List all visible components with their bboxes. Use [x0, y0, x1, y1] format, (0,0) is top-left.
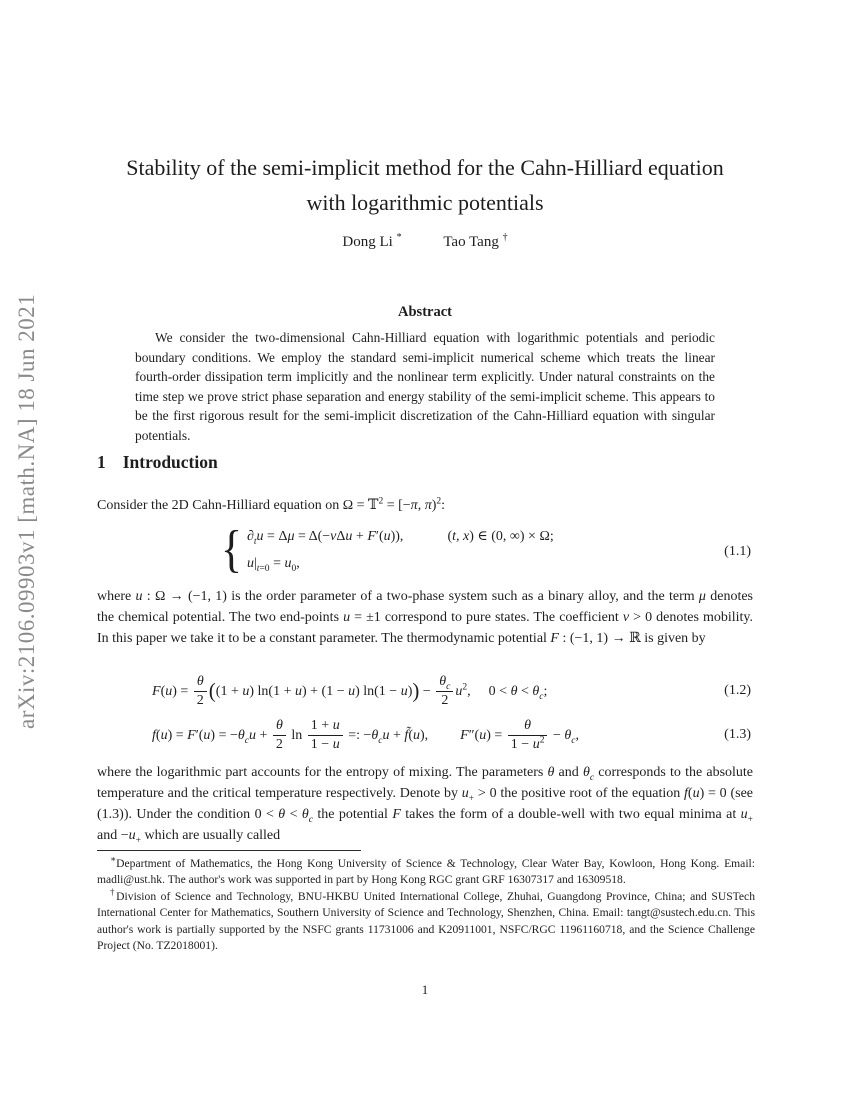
- author-row: [0, 234, 850, 251]
- equation-1-3: [97, 713, 753, 757]
- equation-tag-1-3: (1.3): [724, 727, 751, 742]
- equation-tag-1-2: (1.2): [724, 683, 751, 698]
- paragraph-order-parameter: where u : Ω → (−1, 1) is the order parameter of a two-phase system such as a binary alloy, and the term μ denotes the chemical potential. The two end-points u = ±1 correspond to pure states. The coefficient ν > 0 denotes mobility. In this paper we take it to be a constant parameter. The thermodynamic potential F : (−1, 1) → ℝ is given by: [97, 589, 754, 646]
- page-number: 1: [421, 982, 429, 997]
- paper-title: [0, 150, 850, 220]
- section-number: 1: [97, 452, 106, 472]
- author-2-name: Tao Tang: [443, 234, 499, 250]
- equation-1-2-body: [152, 675, 547, 708]
- paper-title-line2: with logarithmic potentials: [306, 190, 544, 215]
- section-heading-introduction: [97, 452, 218, 473]
- paper-title-line1: Stability of the semi-implicit method for the Cahn-Hilliard equation: [126, 155, 724, 180]
- equation-1-3-main: $f(u) = F'(u) = -\theta_cu$ + $\frac{\theta}{2}$ ln $\frac{1 + u}{1 - u}$ =: $-\theta_cu$ + f̃(u),: [152, 717, 429, 752]
- footnote-author-2: †Division of Science and Technology, BNU-HKBU United International College, Zhuhai, Guangdong Province, China; and SUSTech International Center for Mathematics, Southern University of Science and Technology, Shenzhen, China. Email: tangt@sustech.edu.cn. This author's work is partially supported by the NSFC grants 11731006 and K20911001, NSFC/RGC 11961160718, and the Science Challenge Project (No. TZ2018001).: [97, 886, 756, 953]
- author-2: [443, 234, 507, 251]
- equation-1-1-domain: (t, x) ∈ (0, ∞) × Ω;: [447, 528, 554, 544]
- equation-tag-1-1: (1.1): [724, 544, 751, 559]
- arxiv-watermark: arXiv:2106.09903v1 [math.NA] 18 Jun 2021: [14, 293, 39, 729]
- equation-1-2: [97, 671, 753, 711]
- equation-1-1-body: [219, 521, 753, 578]
- equation-1-2-main: F(u) = $\frac{\theta}{2}$ ((1 + u) ln(1 + u) + (1 − u) ln(1 − u)) − $\frac{\theta_c}{2}$ $u^2$,: [152, 673, 471, 708]
- left-brace: {: [220, 521, 243, 578]
- equation-1-1-line2: $u|_{t=0} = u_0$,: [246, 555, 300, 574]
- equation-1-3-second-derivative: F″(u) = $\frac{\theta}{1 - u^2}$ − $\theta_c$,: [460, 717, 579, 752]
- author-1: [342, 234, 401, 251]
- paragraph-consider: Consider the 2D Cahn-Hilliard equation on Ω = 𝕋$^2$ = [−π, π)$^2$:: [97, 496, 446, 513]
- footnote-rule: [97, 850, 361, 851]
- equation-1-1-main: $\partial_tu = \Delta\mu = \Delta(-\nu\Delta u + F'(u))$,: [246, 528, 404, 547]
- abstract-text: We consider the two-dimensional Cahn-Hilliard equation with logarithmic potentials and periodic boundary conditions. We employ the standard semi-implicit numerical scheme which treats the linear fourth-order dissipation term implicitly and the nonlinear term explicitly. Under natural constraints on the time step we prove strict phase separation and energy stability of the semi-implicit scheme. This appears to be the first rigorous result for the semi-implicit discretization of the Cahn-Hilliard equation with singular potentials.: [135, 330, 715, 443]
- equation-1-3-body: [152, 719, 579, 752]
- equation-1-1-line1: [247, 525, 554, 549]
- equation-1-2-condition: $0 < \theta < \theta_c$;: [488, 683, 548, 702]
- paragraph-entropy-mixing: where the logarithmic part accounts for the entropy of mixing. The parameters θ and $\theta_c$ corresponds to the absolute temperature and the critical temperature respectively. Denote by $u_+ > 0$ the positive root of the equation f(u) = 0 (see (1.3)). Under the condition $0 < \theta < \theta_c$ the potential F takes the form of a double-well with two equal minima at $u_+$ and $-u_+$ which are usually called: [97, 765, 754, 846]
- author-1-name: Dong Li: [342, 234, 393, 250]
- equation-1-1: [97, 521, 753, 580]
- author-1-footnote-mark: *: [396, 232, 402, 243]
- abstract-heading: Abstract: [398, 304, 452, 320]
- author-2-footnote-mark: †: [502, 232, 508, 243]
- footnotes-block: [97, 856, 755, 954]
- section-title: Introduction: [122, 452, 218, 472]
- footnote-author-1: ∗Department of Mathematics, the Hong Kong University of Science & Technology, Clear Water Bay, Kowloon, Hong Kong. Email: madli@ust.hk. The author's work was supported in part by Hong Kong RGC grant GRF 16307317 and 16309518.: [97, 854, 755, 887]
